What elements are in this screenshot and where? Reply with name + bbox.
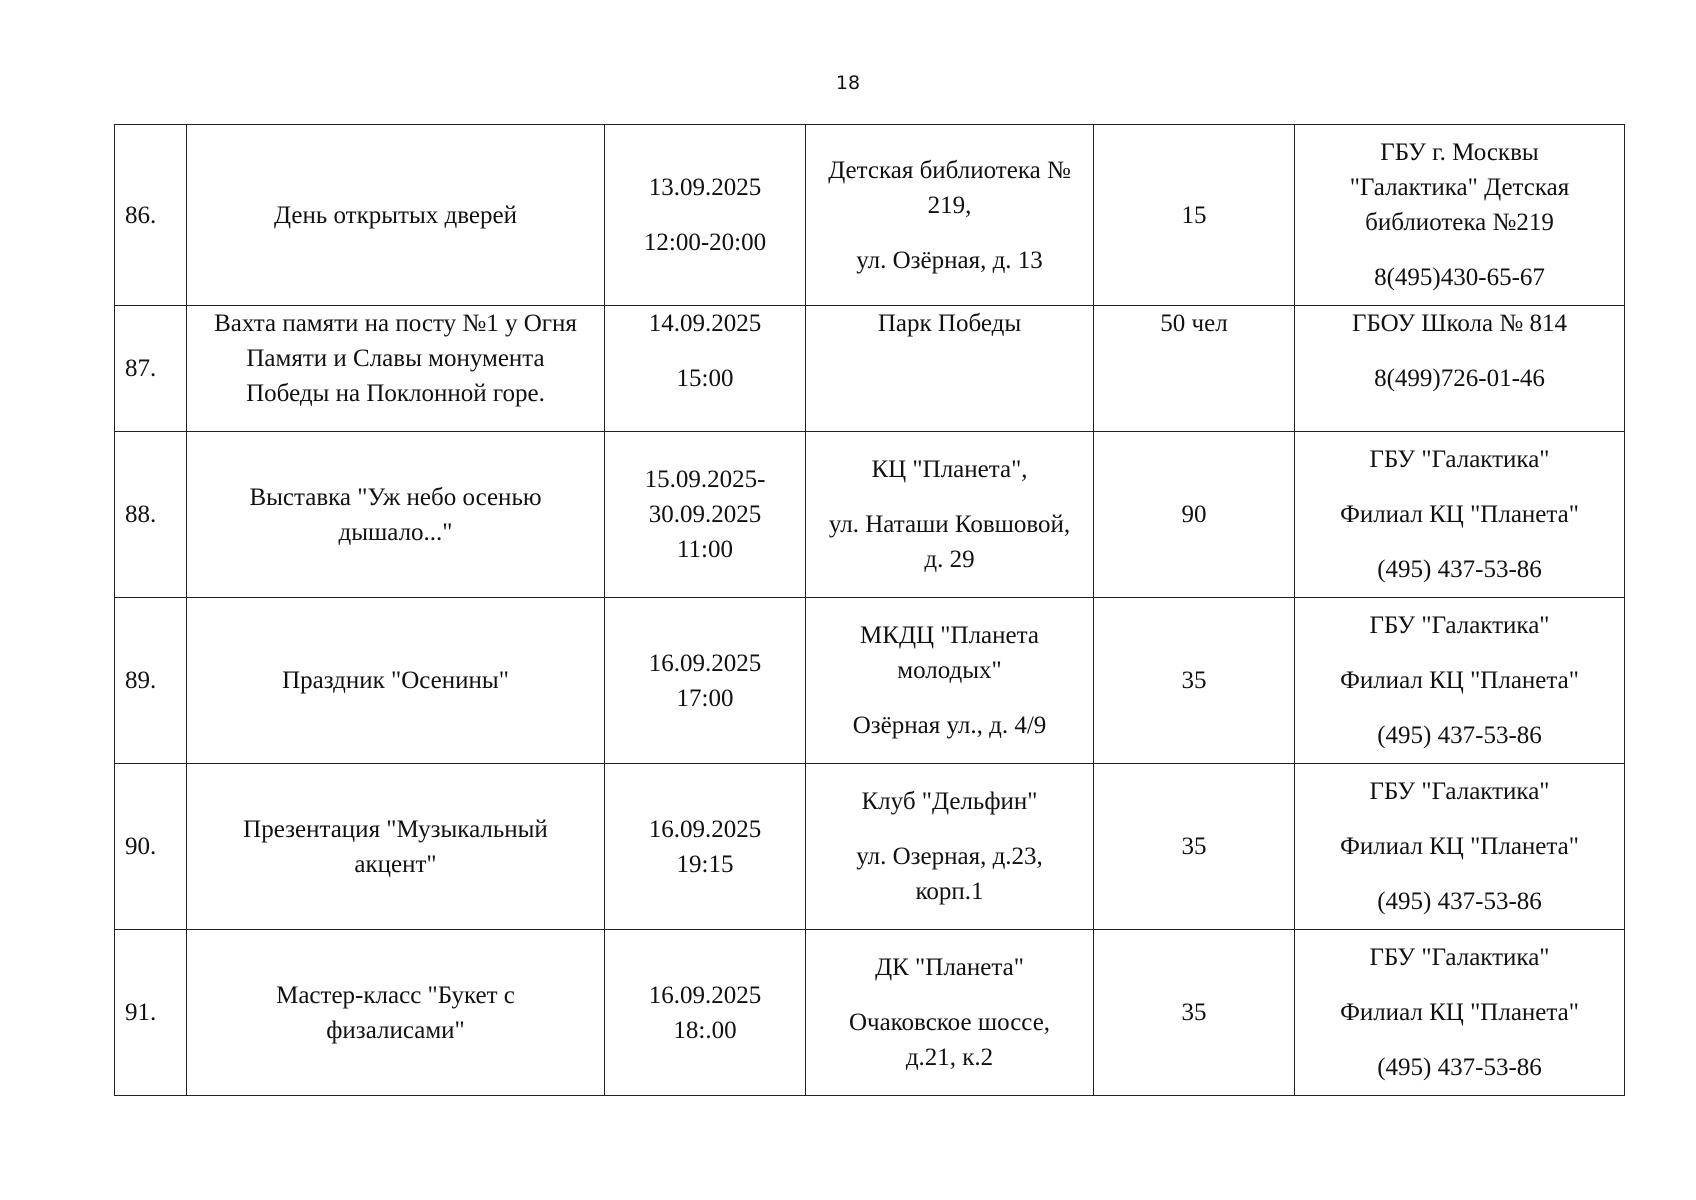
row-number: 89. (115, 598, 187, 764)
event-place-line: корп.1 (915, 878, 984, 905)
row-number: 87. (115, 306, 187, 432)
event-name (187, 764, 605, 930)
participant-count: 15 (1094, 125, 1295, 306)
event-place-line: Парк Победы (877, 310, 1022, 337)
organizer (1295, 306, 1625, 432)
event-date (605, 306, 806, 432)
event-place (806, 125, 1094, 306)
event-name (187, 930, 605, 1096)
organizer-line: (495) 437-53-86 (1377, 1054, 1542, 1081)
organizer-line: (495) 437-53-86 (1377, 556, 1542, 583)
organizer (1295, 930, 1625, 1096)
event-place-line: молодых" (897, 657, 1002, 684)
event-date (605, 930, 806, 1096)
event-place-line: ул. Озерная, д.23, (856, 843, 1043, 870)
event-place-line: Клуб "Дельфин" (861, 788, 1038, 815)
event-date-line: 16.09.2025 (648, 981, 762, 1009)
organizer-line: Филиал КЦ "Планета" (1340, 833, 1579, 860)
event-place (806, 306, 1094, 432)
organizer-line: ГБОУ Школа № 814 (1352, 310, 1567, 337)
event-date-line: 19:15 (676, 850, 734, 878)
event-name-line: День открытых дверей (274, 201, 517, 229)
event-place-line: ул. Озёрная, д. 13 (856, 246, 1043, 274)
events-table (114, 124, 1625, 1096)
event-place (806, 930, 1094, 1096)
participant-count: 90 (1094, 432, 1295, 598)
event-name-line: физалисами" (326, 1016, 465, 1044)
event-place (806, 598, 1094, 764)
event-place-line: Озёрная ул., д. 4/9 (852, 712, 1047, 739)
event-date (605, 764, 806, 930)
event-place-line: 219, (927, 191, 972, 219)
event-name-line: Победы на Поклонной горе. (246, 380, 545, 407)
event-date-line: 15.09.2025- (644, 466, 766, 493)
event-place-line: Детская библиотека № (828, 156, 1071, 184)
participant-count: 50 чел (1094, 306, 1295, 432)
event-date-line: 12:00-20:00 (643, 229, 767, 256)
organizer-line: ГБУ г. Москвы (1380, 139, 1539, 166)
organizer-line: 8(495)430-65-67 (1374, 264, 1545, 291)
event-place-line: д.21, к.2 (905, 1044, 994, 1071)
organizer-line: ГБУ "Галактика" (1369, 446, 1550, 473)
table-row (115, 930, 1625, 1096)
event-place (806, 764, 1094, 930)
row-number: 88. (115, 432, 187, 598)
event-name (187, 125, 605, 306)
event-place-line: Очаковское шоссе, (848, 1009, 1051, 1036)
event-date-line: 16.09.2025 (648, 649, 762, 677)
event-date-line: 14.09.2025 (648, 310, 762, 337)
event-place-line: д. 29 (924, 546, 975, 573)
organizer-line: ГБУ "Галактика" (1369, 612, 1550, 639)
event-name-line: Вахта памяти на посту №1 у Огня (214, 310, 577, 337)
event-date (605, 598, 806, 764)
organizer-line: библиотека №219 (1365, 209, 1554, 236)
event-place-line: КЦ "Планета", (871, 456, 1028, 483)
table-row (115, 764, 1625, 930)
event-name (187, 306, 605, 432)
event-place-line: ул. Наташи Ковшовой, (828, 511, 1071, 538)
organizer-line: (495) 437-53-86 (1377, 722, 1542, 749)
event-place-line: МКДЦ "Планета (860, 622, 1039, 649)
event-name-line: дышало..." (338, 518, 453, 546)
page-number: 18 (835, 72, 861, 94)
organizer (1295, 598, 1625, 764)
row-number: 90. (115, 764, 187, 930)
organizer-line: Филиал КЦ "Планета" (1340, 501, 1579, 528)
organizer-line: ГБУ "Галактика" (1369, 778, 1550, 805)
participant-count: 35 (1094, 764, 1295, 930)
organizer (1295, 432, 1625, 598)
event-place-line: ДК "Планета" (875, 954, 1024, 981)
organizer-line: "Галактика" Детская (1349, 174, 1570, 201)
event-date-line: 18:.00 (673, 1016, 737, 1044)
event-date-line: 17:00 (676, 684, 734, 712)
event-name-line: Памяти и Славы монумента (246, 345, 545, 372)
event-date-line: 13.09.2025 (648, 174, 762, 201)
organizer-line: (495) 437-53-86 (1377, 888, 1542, 915)
table-row (115, 125, 1625, 306)
organizer-line: ГБУ "Галактика" (1369, 944, 1550, 971)
participant-count: 35 (1094, 930, 1295, 1096)
event-name-line: Мастер-класс "Букет с (276, 981, 515, 1009)
event-name-line: Выставка "Уж небо осенью (249, 483, 542, 511)
event-name (187, 598, 605, 764)
table-row (115, 598, 1625, 764)
event-name-line: акцент" (354, 850, 437, 878)
organizer (1295, 125, 1625, 306)
event-name (187, 432, 605, 598)
organizer-line: 8(499)726-01-46 (1374, 365, 1545, 392)
row-number: 86. (115, 125, 187, 306)
event-place (806, 432, 1094, 598)
event-date-line: 30.09.2025 (648, 501, 762, 528)
organizer-line: Филиал КЦ "Планета" (1340, 667, 1579, 694)
event-name-line: Праздник "Осенины" (282, 667, 509, 694)
organizer-line: Филиал КЦ "Планета" (1340, 999, 1579, 1026)
event-date-line: 15:00 (676, 365, 734, 392)
event-date-line: 16.09.2025 (648, 815, 762, 843)
table-row (115, 306, 1625, 432)
event-date-line: 11:00 (676, 536, 734, 563)
row-number: 91. (115, 930, 187, 1096)
event-date (605, 125, 806, 306)
participant-count: 35 (1094, 598, 1295, 764)
event-date (605, 432, 806, 598)
event-name-line: Презентация "Музыкальный (243, 815, 548, 843)
table-row (115, 432, 1625, 598)
organizer (1295, 764, 1625, 930)
